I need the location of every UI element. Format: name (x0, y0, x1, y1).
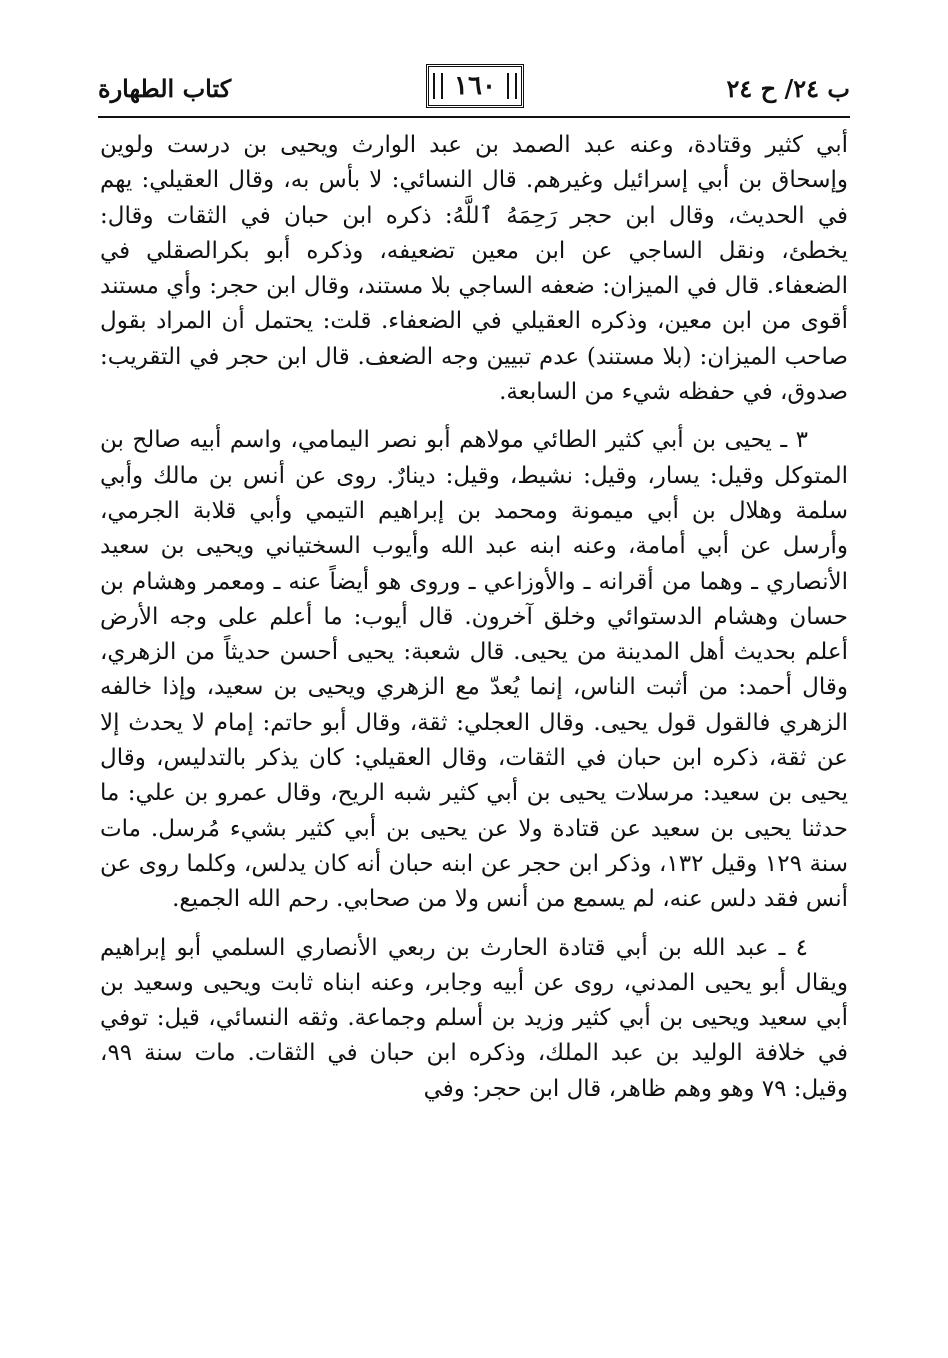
paragraph-continuation: أبي كثير وقتادة، وعنه عبد الصمد بن عبد الوارث ويحيى بن درست ولوين وإسحاق بن أبي إسرائيل وغيرهم. قال النسائي: لا بأس به، وقال العقيلي: يهم في الحديث، وقال ابن حجر رَحِمَهُ ٱللَّهُ: ذكره ابن حبان في الثقات وقال: يخطئ، ونقل الساجي عن ابن معين تضعيفه، وذكره أبو بكرالصقلي في الضعفاء. قال في الميزان: ضعفه الساجي بلا مستند، وقال ابن حجر: وأي مستند أقوى من ابن معين، وذكره العقيلي في الضعفاء. قلت: يحتمل أن المراد بقول صاحب الميزان: (بلا مستند) عدم تبيين وجه الضعف. قال ابن حجر في التقريب: صدوق، في حفظه شيء من السابعة. (100, 132, 848, 406)
book-title: كتاب الطهارة (98, 74, 232, 103)
page-number: ١٦٠ (426, 64, 524, 108)
paragraph-narrator-3: ٣ ـ يحيى بن أبي كثير الطائي مولاهم أبو نصر اليمامي، واسم أبيه صالح بن المتوكل وقيل: يسار، وقيل: نشيط، وقيل: دينارٌ. روى عن أنس بن مالك وأبي سلمة وهلال بن أبي ميمونة ومحمد بن إبراهيم التيمي وأبي قلابة الجرمي، وأرسل عن أبي أمامة، وعنه ابنه عبد الله وأيوب السختياني ويحيى بن سعيد الأنصاري ـ وهما من أقرانه ـ والأوزاعي ـ وروى هو أيضاً عنه ـ ومعمر وهشام بن حسان وهشام الدستوائي وخلق آخرون. قال أيوب: ما أعلم على وجه الأرض أعلم بحديث أهل المدينة من يحيى. قال شعبة: يحيى أحسن حديثاً من الزهري، وقال أحمد: من أثبت الناس، إنما يُعدّ مع الزهري ويحيى بن سعيد، وإذا خالفه الزهري فالقول قول يحيى. وقال العجلي: ثقة، وقال أبو حاتم: إمام لا يحدث إلا عن ثقة، ذكره ابن حبان في الثقات، وقال العقيلي: كان يذكر بالتدليس، وقال يحيى بن سعيد: مرسلات يحيى بن أبي كثير شبه الريح، وقال عمرو بن علي: ما حدثنا يحيى بن سعيد عن قتادة ولا عن يحيى بن أبي كثير بشيء مُرسل. مات سنة ١٢٩ وقيل ١٣٢، وذكر ابن حجر عن ابنه حبان أنه كان يدلس، وكلما روى عن أنس فقد دلس عنه، لم يسمع من أنس ولا من صحابي. رحم الله الجميع. (100, 427, 848, 913)
chapter-reference: ب ٢٤/ ح ٢٤ (726, 74, 850, 103)
paragraph-narrator-4: ٤ ـ عبد الله بن أبي قتادة الحارث بن ربعي الأنصاري السلمي أبو إبراهيم ويقال أبو يحيى المدني، روى عن أبيه وجابر، وعنه ابناه ثابت ويحيى وسعيد بن أبي سعيد ويحيى بن أبي كثير وزيد بن أسلم وجماعة. وثقه النسائي، قيل: توفي في خلافة الوليد بن عبد الملك، وذكره ابن حبان في الثقات. مات سنة ٩٩، وقيل: ٧٩ وهو وهم ظاهر، قال ابن حجر: وفي (100, 934, 848, 1102)
page-body (100, 128, 848, 1107)
header-rule (98, 116, 850, 118)
page-header (98, 64, 850, 114)
